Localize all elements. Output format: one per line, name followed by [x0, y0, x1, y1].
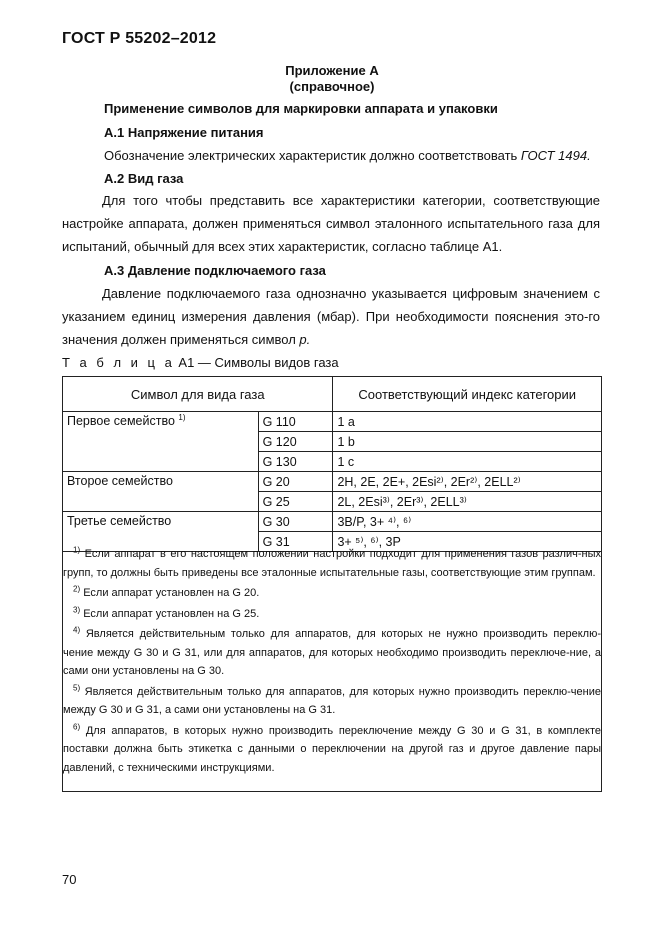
family-label: Первое семейство [67, 414, 175, 428]
table-caption-prefix: Т а б л и ц а [62, 355, 175, 370]
index-cell: 1 b [333, 432, 602, 452]
table-row [63, 412, 602, 432]
a3-text [62, 282, 600, 351]
footnote-mark: 6) [73, 721, 81, 731]
page-number: 70 [62, 872, 77, 887]
gas-cell: G 30 [258, 512, 333, 532]
footnote [63, 683, 601, 720]
pressure-symbol: p. [299, 332, 311, 347]
gas-cell: G 130 [258, 452, 333, 472]
a1-text [104, 144, 591, 167]
index-cell: 3+ ⁵⁾, ⁶⁾, 3P [333, 532, 602, 552]
family-cell: Второе семейство [63, 472, 259, 512]
index-cell: 1 c [333, 452, 602, 472]
index-cell: 3B/P, 3+ ⁴⁾, ⁶⁾ [333, 512, 602, 532]
a3-heading: А.3 Давление подключаемого газа [104, 263, 326, 278]
family-cell: Третье семейство [63, 512, 259, 552]
gas-symbols-table [62, 376, 602, 555]
section-title: Применение символов для маркировки аппарата и упаковки [104, 101, 498, 116]
footnote-ref: 1) [178, 412, 186, 422]
table-row [63, 512, 602, 532]
footnote-text: Если аппарат установлен на G 20. [83, 587, 260, 599]
gas-cell: G 25 [258, 492, 333, 512]
index-cell: 2L, 2Esi³⁾, 2Er³⁾, 2ELL³⁾ [333, 492, 602, 512]
appendix-subtitle: (справочное) [289, 79, 375, 94]
table-caption-rest: А1 — Символы видов газа [174, 355, 339, 370]
document-code: ГОСТ Р 55202–2012 [62, 30, 217, 47]
gas-cell: G 110 [258, 412, 333, 432]
a1-reference: ГОСТ 1494. [520, 148, 591, 163]
footnote-text: Для аппаратов, в которых нужно производить переключение между G 30 и G 31, в комплекте поставки должна быть этикетка с данными о переключении на другой газ и другое давление пары давлений, с техническими инструкциями. [63, 724, 601, 774]
footnote [63, 605, 601, 624]
footnote-mark: 3) [73, 604, 81, 614]
footnote-text: Если аппарат в его настоящем положении настройки подходит для применения газов различ-ных групп, то должны быть приведены все эталонные испытательные газы, соответствующие этим группам. [63, 548, 601, 579]
gas-cell: G 20 [258, 472, 333, 492]
table-footnotes [62, 543, 602, 792]
index-cell: 2H, 2E, 2E+, 2Esi²⁾, 2Er²⁾, 2ELL²⁾ [333, 472, 602, 492]
footnote-text: Является действительным только для аппаратов, для которых нужно производить переклю-чение между G 30 и G 31, а сами они установлены на G 31. [63, 685, 601, 716]
footnote-mark: 2) [73, 584, 81, 594]
a3-text-body: Давление подключаемого газа однозначно указывается цифровым значением с указанием единиц измерения давления (мбар). При необходимости пояснения это-го значения должен применяться символ [62, 286, 600, 347]
a2-text: Для того чтобы представить все характеристики категории, соответствующие настройке аппарата, должен применяться символ эталонного испытательного газа для испытаний, обычный для всех этих характеристик, согласно таблице А1. [62, 193, 600, 254]
index-cell: 1 a [333, 412, 602, 432]
footnote-text: Является действительным только для аппаратов, для которых не нужно производить переклю-чение между G 30 и G 31, или для аппаратов, для которых необходимо производить переключе-ние, а сами они установлены на G 30. [63, 628, 602, 677]
family-cell [63, 412, 259, 472]
table-caption [62, 355, 339, 370]
footnote [63, 543, 601, 582]
footnote [63, 625, 601, 681]
header-gas-symbol: Символ для вида газа [63, 377, 333, 412]
a1-text-body: Обозначение электрических характеристик должно соответствовать [104, 148, 521, 163]
appendix-title: Приложение А [285, 63, 379, 78]
table-row [63, 472, 602, 492]
a1-heading: А.1 Напряжение питания [104, 125, 264, 140]
header-category-index: Соответствующий индекс категории [333, 377, 602, 412]
footnote-mark: 1) [73, 545, 81, 555]
gas-cell: G 31 [258, 532, 333, 552]
footnote-mark: 5) [73, 682, 81, 692]
footnote-mark: 4) [73, 625, 81, 635]
a2-heading: А.2 Вид газа [104, 171, 184, 186]
gas-cell: G 120 [258, 432, 333, 452]
footnote [63, 584, 601, 603]
footnote-text: Если аппарат установлен на G 25. [83, 607, 260, 620]
table-header-row [63, 377, 602, 412]
footnote [63, 722, 601, 778]
